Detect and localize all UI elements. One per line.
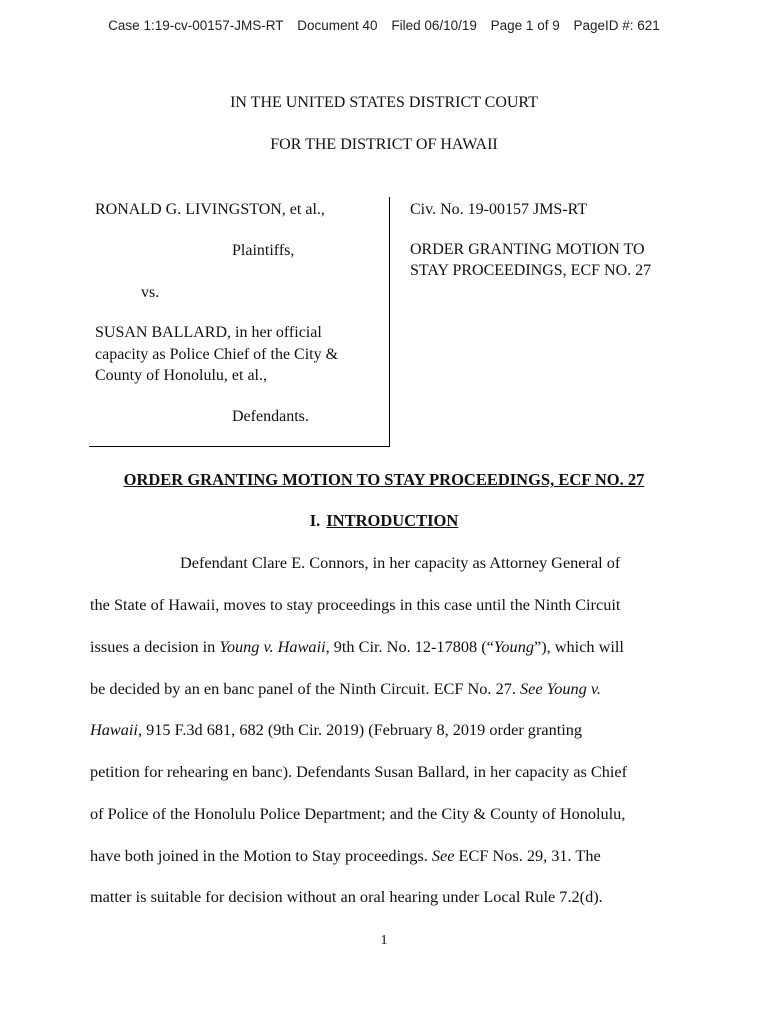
plaintiff-name: RONALD G. LIVINGSTON, et al., bbox=[95, 201, 325, 218]
plaintiffs-label: Plaintiffs, bbox=[232, 242, 295, 259]
page-id: PageID #: 621 bbox=[573, 18, 660, 33]
case-number: Case 1:19-cv-00157-JMS-RT bbox=[108, 18, 284, 33]
text-run: issues a decision in bbox=[90, 637, 220, 656]
order-caption-line: ORDER GRANTING MOTION TO bbox=[410, 241, 645, 258]
text-run: ECF Nos. 29, 31. The bbox=[454, 846, 601, 865]
text-run: have both joined in the Motion to Stay proceedings. bbox=[90, 846, 432, 865]
court-name: IN THE UNITED STATES DISTRICT COURT bbox=[230, 94, 538, 111]
case-short-name: Young bbox=[493, 637, 534, 656]
section-heading bbox=[0, 511, 768, 531]
body-line bbox=[90, 637, 624, 657]
defendant-line: SUSAN BALLARD, in her official bbox=[95, 324, 322, 341]
body-line: of Police of the Honolulu Police Department; and the City & County of Honolulu, bbox=[90, 804, 626, 823]
filing-header bbox=[0, 18, 768, 33]
document-number: Document 40 bbox=[297, 18, 378, 33]
body-line bbox=[90, 679, 601, 699]
text-run: , 915 F.3d 681, 682 (9th Cir. 2019) (February 8, 2019 order granting bbox=[137, 720, 583, 739]
page-number: 1 bbox=[380, 933, 388, 948]
filed-date: Filed 06/10/19 bbox=[391, 18, 477, 33]
section-title: INTRODUCTION bbox=[326, 511, 459, 530]
text-run: be decided by an en banc panel of the Ninth Circuit. ECF No. 27. bbox=[90, 679, 520, 698]
case-citation: Young v. Hawaii bbox=[219, 637, 326, 656]
civil-number: Civ. No. 19-00157 JMS-RT bbox=[410, 201, 588, 218]
section-number: I. bbox=[309, 511, 321, 530]
body-line: matter is suitable for decision without an oral hearing under Local Rule 7.2(d). bbox=[90, 887, 603, 906]
text-run: ”), which will bbox=[533, 637, 624, 656]
versus: vs. bbox=[141, 284, 160, 301]
caption-divider-vertical bbox=[389, 197, 390, 447]
caption-divider-horizontal bbox=[89, 446, 390, 447]
defendants-label: Defendants. bbox=[232, 408, 309, 425]
body-line bbox=[90, 846, 601, 866]
body-line: the State of Hawaii, moves to stay proceedings in this case until the Ninth Circuit bbox=[90, 595, 621, 614]
order-title: ORDER GRANTING MOTION TO STAY PROCEEDINGS, ECF NO. 27 bbox=[123, 470, 645, 489]
text-run: , 9th Cir. No. 12-17808 (“ bbox=[325, 637, 494, 656]
body-line: Defendant Clare E. Connors, in her capacity as Attorney General of bbox=[180, 553, 621, 572]
court-district: FOR THE DISTRICT OF HAWAII bbox=[270, 136, 498, 153]
page-count: Page 1 of 9 bbox=[490, 18, 560, 33]
body-line bbox=[90, 720, 582, 740]
order-caption-line: STAY PROCEEDINGS, ECF NO. 27 bbox=[410, 262, 652, 279]
case-citation: See Young v. bbox=[520, 679, 601, 698]
signal-word: See bbox=[431, 846, 455, 865]
case-citation: Hawaii bbox=[90, 720, 138, 739]
defendant-line: capacity as Police Chief of the City & bbox=[95, 346, 339, 363]
body-line: petition for rehearing en banc). Defendants Susan Ballard, in her capacity as Chief bbox=[90, 762, 628, 781]
defendant-line: County of Honolulu, et al., bbox=[95, 367, 267, 384]
